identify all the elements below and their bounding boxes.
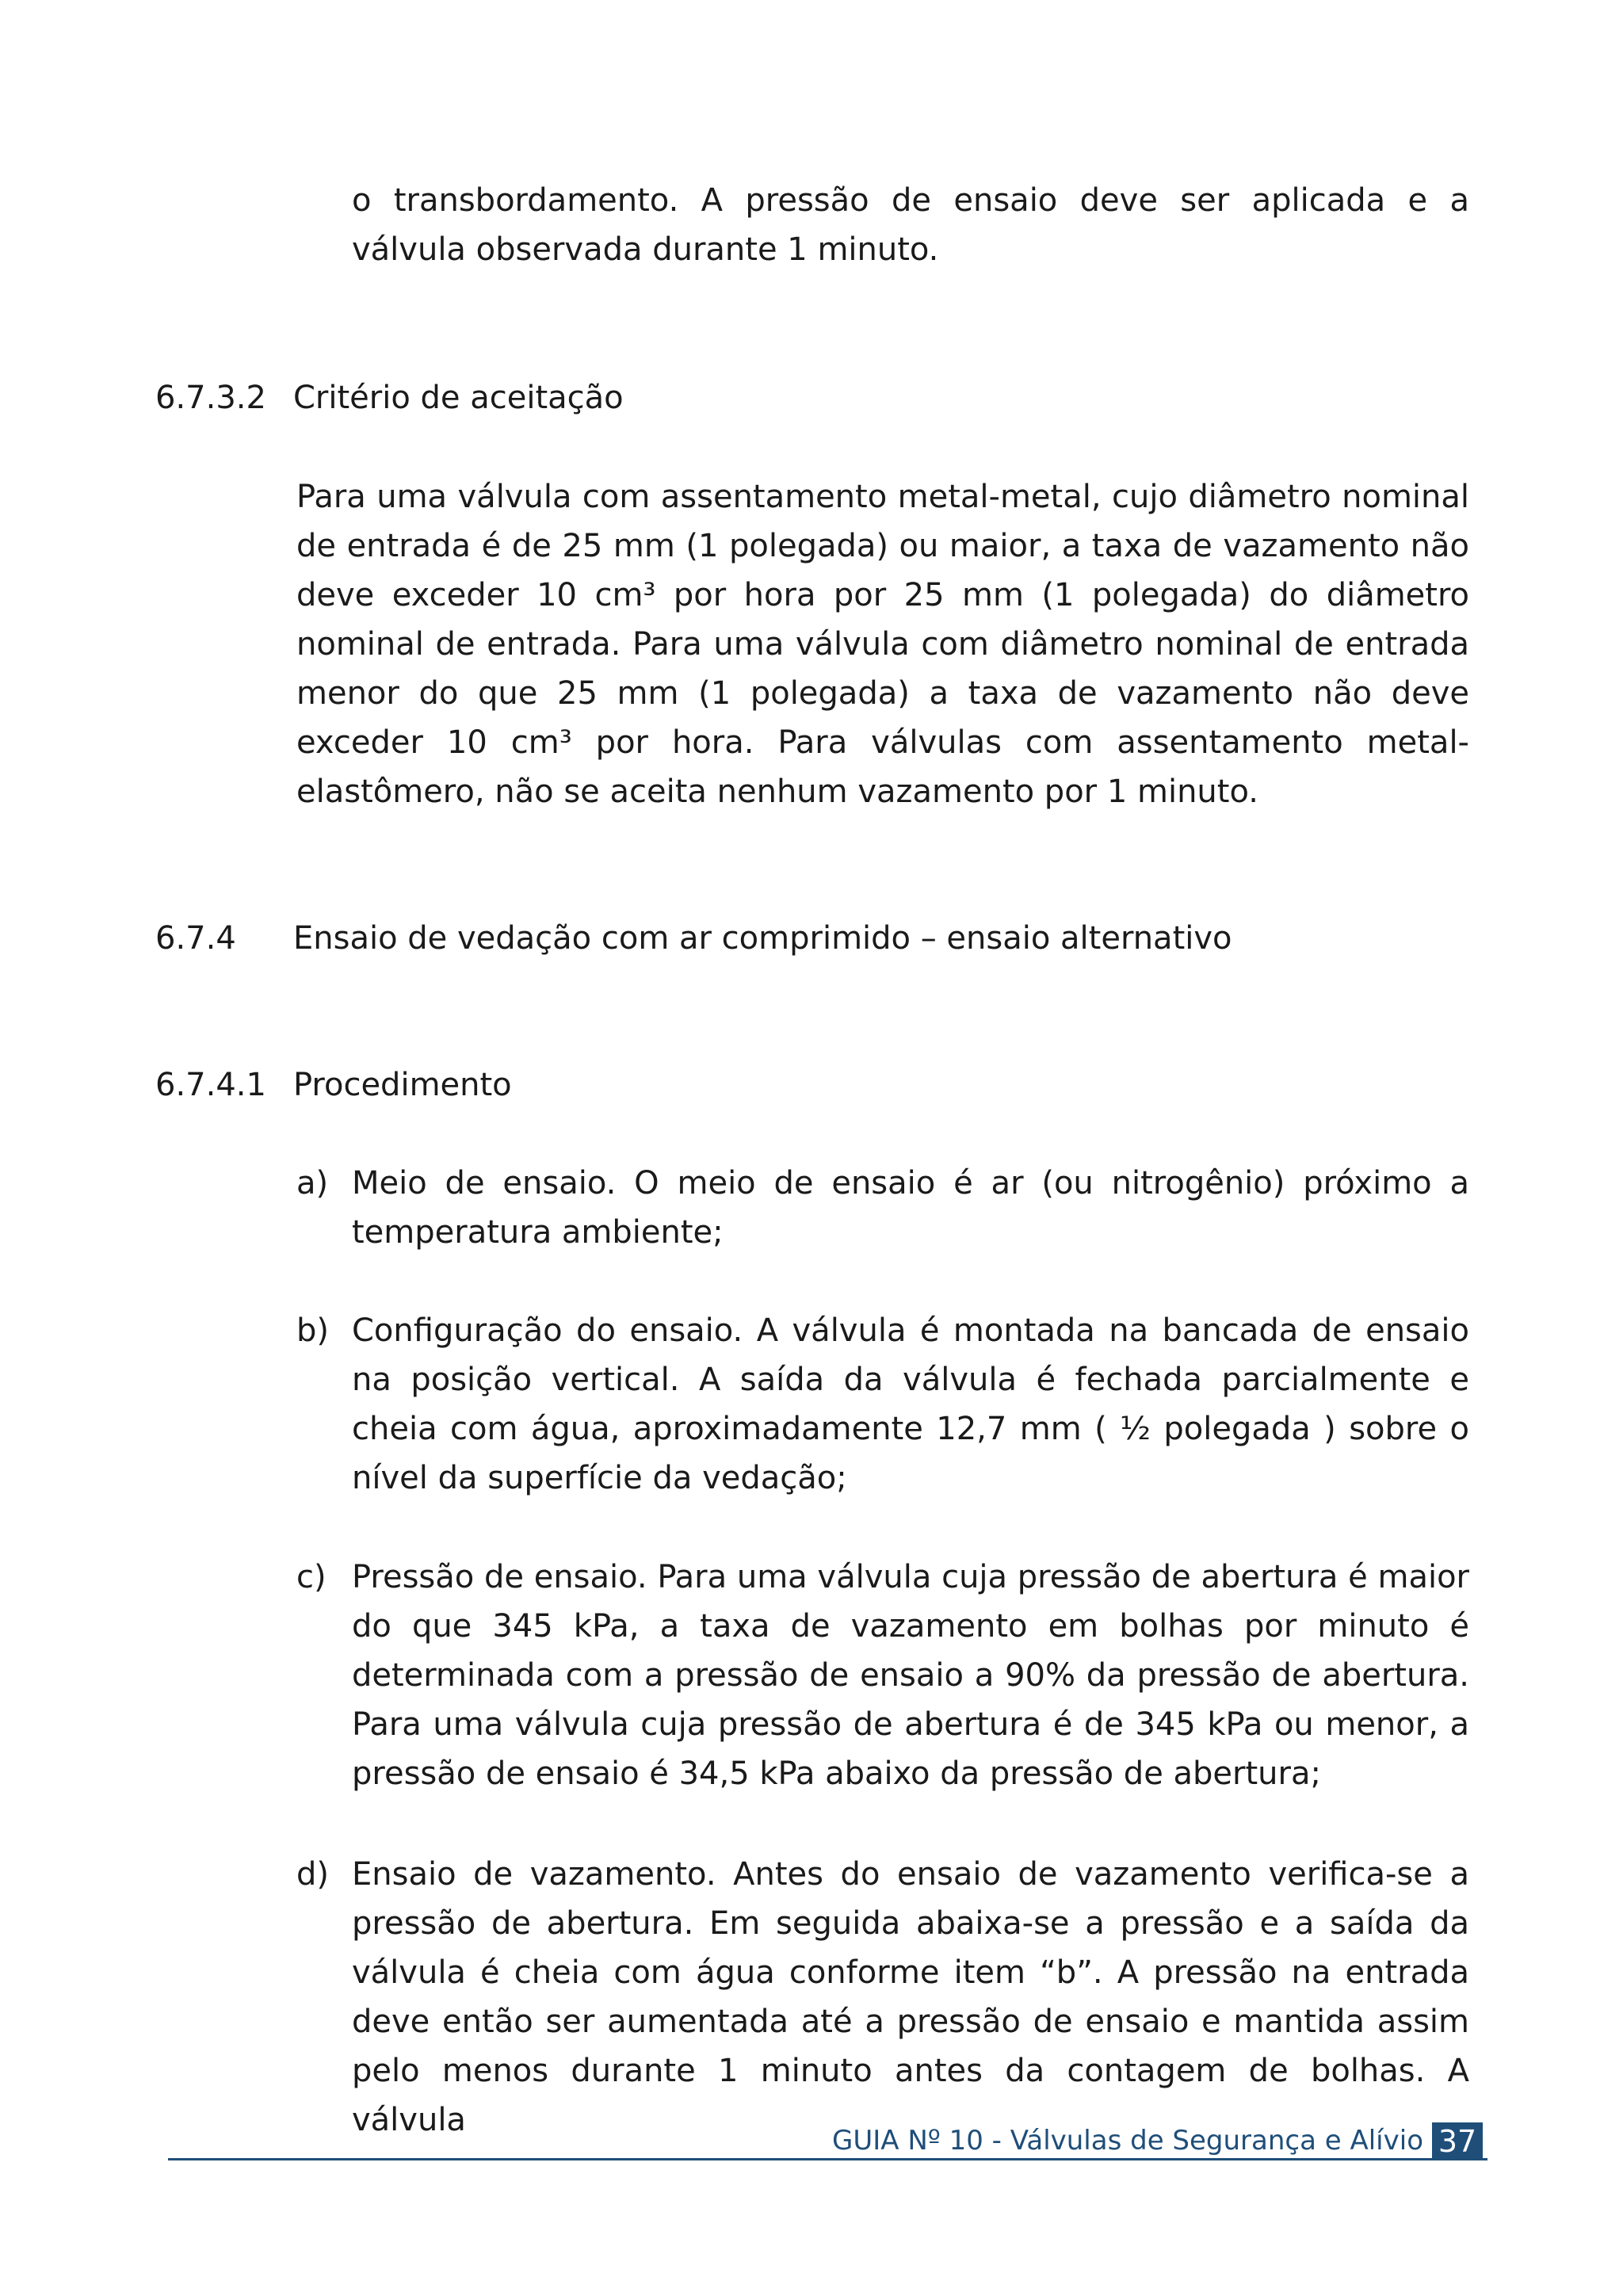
acceptance-criteria-paragraph: Para uma válvula com assentamento metal-metal, cujo diâmetro nominal de entrada é de 25 mm (1 polegada) ou maior, a taxa de vazamento não deve exceder 10 cm³ por hora por 25 mm (1 polegada) do diâmetro nominal de entrada. Para uma válvula com diâmetro nominal de entrada menor do que 25 mm (1 polegada) a taxa de vazamento não deve exceder 10 cm³ por hora. Para válvulas com assentamento metal-elastômero, não se aceita nenhum vazamento por 1 minuto.: [296, 479, 1469, 810]
list-item-text: Pressão de ensaio. Para uma válvula cuja pressão de abertura é maior do que 345 kPa, a taxa de vazamento em bolhas por minuto é determinada com a pressão de ensaio a 90% da pressão de abertura. Para uma válvula cuja pressão de abertura é de 345 kPa ou menor, a pressão de ensaio é 34,5 kPa abaixo da pressão de abertura;: [352, 1559, 1469, 1792]
footer-rule: [168, 2158, 1487, 2160]
section-heading-6-7-4: [155, 914, 1503, 963]
list-item: [296, 1850, 1469, 2138]
section-number: 6.7.3.2: [155, 380, 266, 416]
list-item-text: Meio de ensaio. O meio de ensaio é ar (ou nitrogênio) próximo a temperatura ambiente;: [352, 1165, 1469, 1251]
section-title: Critério de aceitação: [293, 380, 624, 416]
list-marker: a): [296, 1165, 329, 1201]
section-title: Ensaio de vedação com ar comprimido – ensaio alternativo: [293, 920, 1232, 957]
list-item-text: Ensaio de vazamento. Antes do ensaio de vazamento verifica-se a pressão de abertura. Em seguida abaixa-se a pressão e a saída da válvula é cheia com água conforme item “b”. A pressão na entrada deve então ser aumentada até a pressão de ensaio e mantida assim pelo menos durante 1 minuto antes da contagem de bolhas. A válvula: [352, 1856, 1469, 2138]
section-number: 6.7.4: [155, 920, 236, 957]
list-marker: d): [296, 1856, 329, 1893]
section-number: 6.7.4.1: [155, 1067, 266, 1103]
list-item-text: Configuração do ensaio. A válvula é montada na bancada de ensaio na posição vertical. A saída da válvula é fechada parcialmente e cheia com água, aproximadamente 12,7 mm ( ½ polegada ) sobre o nível da superfície da vedação;: [352, 1312, 1469, 1496]
list-marker: b): [296, 1312, 329, 1349]
list-item: [296, 1159, 1469, 1262]
footer-title: GUIA Nº 10 - Válvulas de Segurança e Alívio: [832, 2125, 1423, 2157]
list-item: [296, 1306, 1469, 1507]
page-number: 37: [1432, 2122, 1483, 2160]
section-title: Procedimento: [293, 1067, 512, 1103]
section-heading-6-7-3-2: [155, 373, 1503, 422]
list-item: [296, 1553, 1469, 1806]
list-marker: c): [296, 1559, 327, 1595]
continuation-paragraph: o transbordamento. A pressão de ensaio deve ser aplicada e a válvula observada durante 1 minuto.: [352, 182, 1469, 268]
section-heading-6-7-4-1: [155, 1060, 1503, 1110]
